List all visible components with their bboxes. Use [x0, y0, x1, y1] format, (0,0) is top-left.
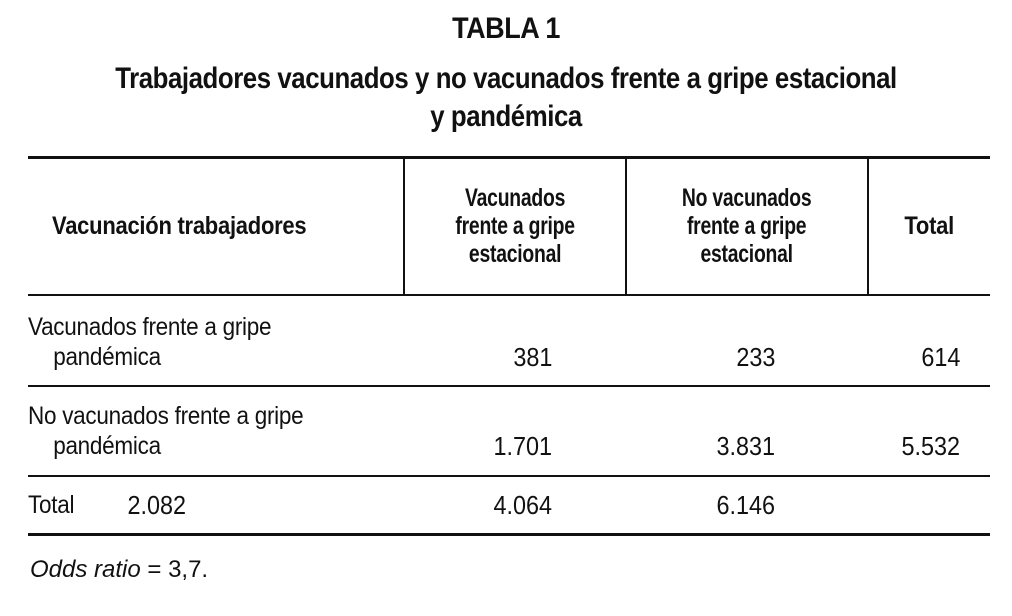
footnote-odds-ratio: Odds ratio	[30, 556, 141, 583]
total-row-label: Total	[28, 491, 75, 519]
table-number: TABLA 1	[452, 12, 560, 45]
table-title-line2: y pandémica	[430, 100, 582, 133]
row-1-col-total: 614	[920, 342, 960, 372]
row-rule-2	[28, 475, 990, 477]
header-col-total: Total	[904, 212, 955, 240]
total-row-col-no-vacunados: 6.146	[716, 490, 775, 520]
bottom-rule	[28, 533, 990, 536]
total-row-first: 2.082	[127, 490, 186, 520]
row-2-col-total: 5.532	[901, 431, 960, 461]
header-row-label: Vacunación trabajadores	[52, 212, 307, 240]
row-1-col-vacunados: 381	[512, 342, 552, 372]
row-2-col-no-vacunados: 3.831	[716, 431, 775, 461]
row-rule-1	[28, 385, 990, 387]
row-1-label: Vacunados frente a gripe pandémica	[28, 313, 272, 371]
row-2-col-vacunados: 1.701	[493, 431, 552, 461]
header-rule	[28, 294, 990, 296]
table-title	[71, 60, 941, 136]
table-footnote	[30, 556, 208, 584]
table-title-line1: Trabajadores vacunados y no vacunados frente a gripe estacional	[115, 62, 897, 95]
header-col-vacunados: Vacunados frente a gripe estacional	[455, 184, 575, 268]
row-1-col-no-vacunados: 233	[735, 342, 775, 372]
total-row-col-vacunados: 4.064	[493, 490, 552, 520]
row-2-label: No vacunados frente a gripe pandémica	[28, 402, 304, 460]
header-col-no-vacunados: No vacunados frente a gripe estacional	[682, 184, 812, 268]
footnote-value: = 3,7.	[140, 556, 209, 583]
